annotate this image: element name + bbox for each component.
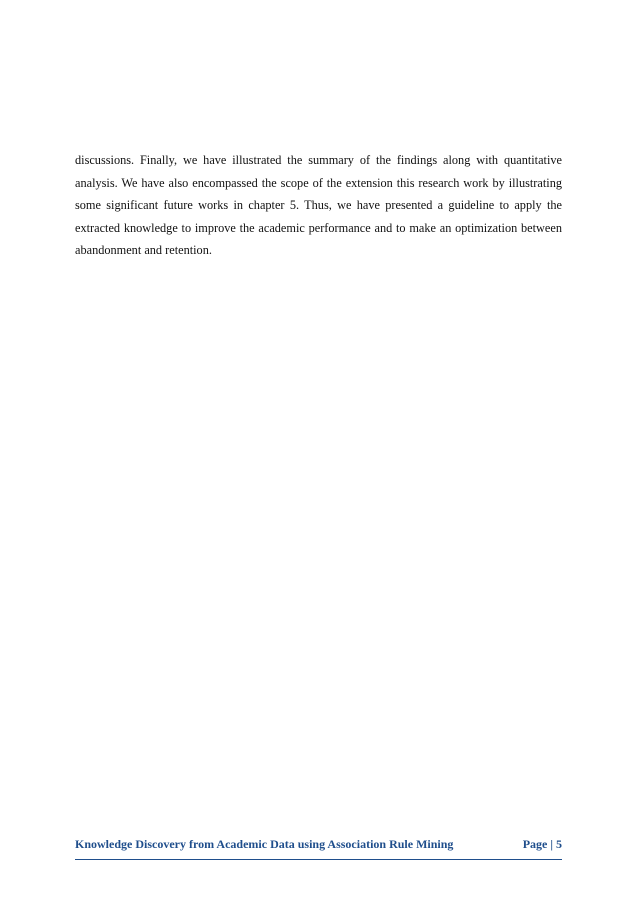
page-number: 5 [556,837,562,851]
page-separator: | [550,837,553,851]
body-text-block [75,149,562,262]
footer-title: Knowledge Discovery from Academic Data using Association Rule Mining [75,837,454,851]
body-paragraph: discussions. Finally, we have illustrated the summary of the findings along with quantitative analysis. We have also encompassed the scope of the extension this research work by illustrating some significant future works in chapter 5. Thus, we have presented a guideline to apply the extracted knowledge to improve the academic performance and to make an optimization between abandonment and retention. [75,153,562,258]
footer-page-number [523,837,562,852]
page-label: Page [522,837,548,851]
page-footer [75,837,562,860]
